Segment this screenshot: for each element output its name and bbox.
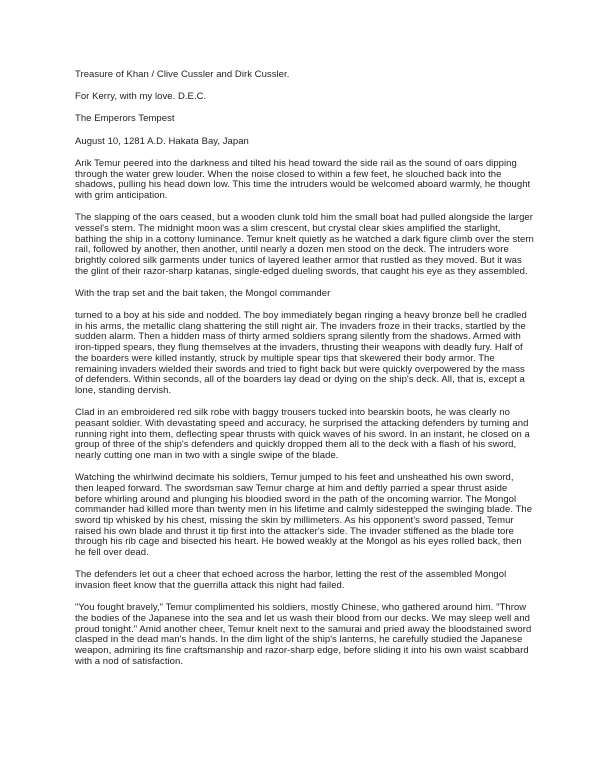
- body-paragraph: With the trap set and the bait taken, the Mongol commander: [75, 287, 331, 299]
- title-line: Treasure of Khan / Clive Cussler and Dirk Cussler.: [75, 69, 290, 80]
- document-page: [75, 70, 534, 679]
- body-paragraph: Clad in an embroidered red silk robe with baggy trousers tucked into bearskin boots, he was clearly no peasant soldier. With devastating speed and accuracy, he surprised the attacking defenders by turning and running right into them, deflecting spear thrusts with quick waves of his sword. In an instant, he closed on a group of three of the ship's defenders and quickly dropped them all to the deck with a flash of his sword, nearly cutting one man in two with a single swipe of the blade.: [75, 407, 530, 461]
- body-paragraph: The slapping of the oars ceased, but a wooden clunk told him the small boat had pulled alongside the larger vessel's stern. The midnight moon was a slim crescent, but crystal clear skies amplified the starlight, bathing the ship in a cottony luminance. Temur knelt quietly as he watched a dark figure climb over the stern rail, followed by another, then another, until nearly a dozen men stood on the deck. The intruders wore brightly colored silk garments under tunics of layered leather armor that rustled as they moved. But it was the glint of their razor-sharp katanas, single-edged dueling swords, that caught his eye as they assembled.: [75, 212, 534, 277]
- chapter-title: The Emperors Tempest: [75, 113, 175, 125]
- body-paragraph: Watching the whirlwind decimate his soldiers, Temur jumped to his feet and unsheathed his own sword, then leaped forward. The swordsman saw Temur charge at him and deftly parried a spear thrust aside before whirling around and plunging his bloodied sword in the path of the oncoming warrior. The Mongol commander had killed more than twenty men in his lifetime and calmly sidestepped the swinging blade. The sword tip whisked by his chest, missing the skin by millimeters. As his opponent's sword passed, Temur raised his own blade and thrust it tip first into the attacker's side. The invader stiffened as the blade tore through his rib cage and bisected his heart. He bowed weakly at the Mongol as his eyes rolled back, then he fell over dead.: [75, 472, 533, 559]
- dateline: August 10, 1281 A.D. Hakata Bay, Japan: [75, 135, 249, 147]
- body-paragraph: "You fought bravely," Temur complimented his soldiers, mostly Chinese, who gathered around him. "Throw the bodies of the Japanese into the sea and let us wash their blood from our decks. We may sleep well and proud tonight." Amid another cheer, Temur knelt next to the samurai and pried away the bloodstained sword clasped in the dead man's hands. In the dim light of the ship's lanterns, he carefully studied the Japanese weapon, admiring its fine craftsmanship and razor-sharp edge, before sliding it into his own waist scabbard with a nod of satisfaction.: [75, 602, 532, 667]
- body-paragraph: The defenders let out a cheer that echoed across the harbor, letting the rest of the assembled Mongol invasion fleet know that the guerrilla attack this night had failed.: [75, 569, 507, 592]
- dedication-line: For Kerry, with my love. D.E.C.: [75, 91, 207, 103]
- body-paragraph: turned to a boy at his side and nodded. The boy immediately began ringing a heavy bronze bell he cradled in his arms, the metallic clang shattering the still night air. The invaders froze in their tracks, startled by the sudden alarm. Then a hidden mass of thirty armed soldiers sprang silently from the shadows. Armed with iron-tipped spears, they flung themselves at the invaders, thrusting their weapons with deadly fury. Half of the boarders were killed instantly, struck by multiple spear tips that skewered their body armor. The remaining invaders wielded their swords and tried to fight back but were quickly overpowered by the mass of defenders. Within seconds, all of the boarders lay dead or dying on the ship's deck. All, that is, except a lone, standing dervish.: [75, 310, 527, 396]
- body-paragraph: Arik Temur peered into the darkness and tilted his head toward the side rail as the sound of oars dipping through the water grew louder. When the noise closed to within a few feet, he slouched back into the shadows, pulling his head down low. This time the intruders would be welcomed aboard warmly, he thought with grim anticipation.: [75, 157, 531, 201]
